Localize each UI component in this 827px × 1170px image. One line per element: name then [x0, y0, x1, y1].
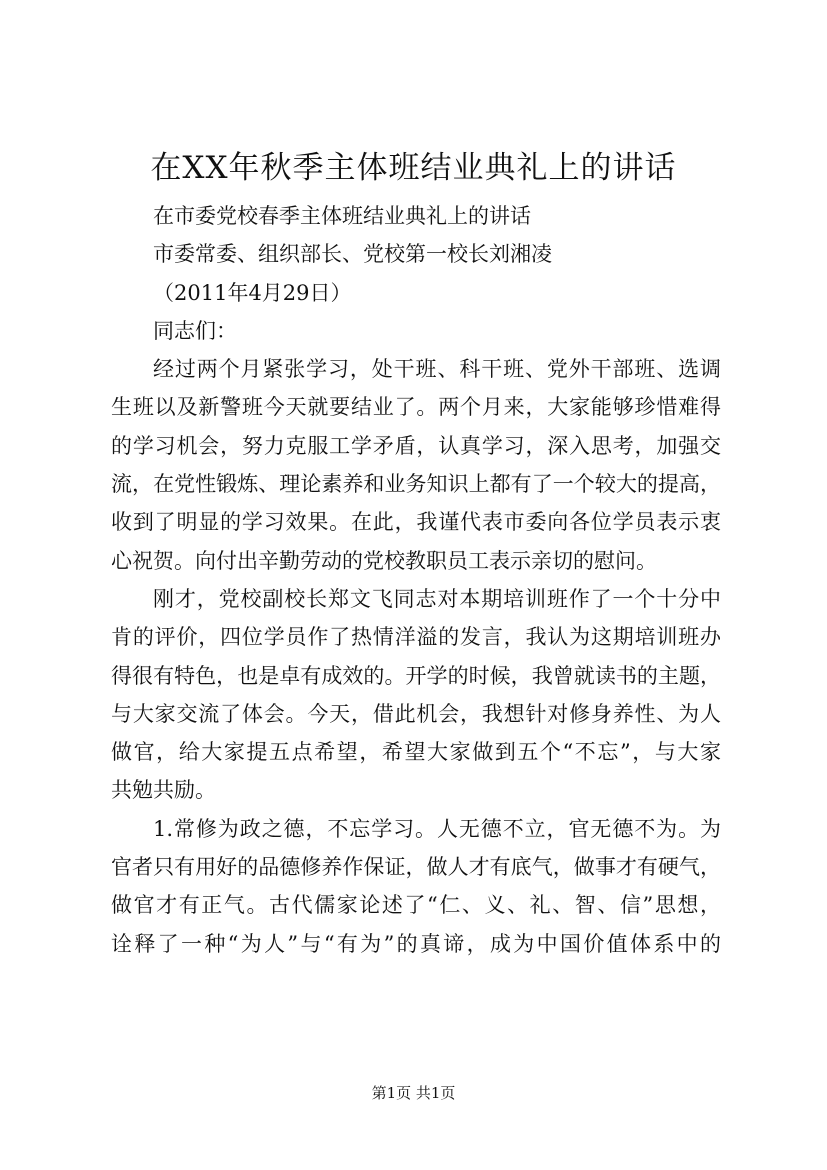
text-line: 的学习机会，努力克服工学矛盾，认真学习，深入思考，加强交	[111, 433, 721, 458]
page-footer: 第1页 共1页	[371, 1084, 456, 1102]
text-line: 心祝贺。向付出辛勤劳动的党校教职员工表示亲切的慰问。	[111, 548, 657, 573]
text-line: 做官才有正气。古代儒家论述了“仁、义、礼、智、信”思想，	[111, 893, 721, 918]
text-line: 生班以及新警班今天就要结业了。两个月来，大家能够珍惜难得	[111, 395, 721, 420]
text-line: 市委常委、组织部长、党校第一校长刘湘凌	[153, 242, 552, 267]
text-line: 同志们：	[153, 318, 237, 343]
text-line: 诠释了一种“为人”与“有为”的真谛，成为中国价值体系中的	[111, 931, 721, 956]
text-line: 在市委党校春季主体班结业典礼上的讲话	[153, 204, 531, 228]
text-line: 得很有特色，也是卓有成效的。开学的时候，我曾就读书的主题，	[111, 663, 721, 688]
text-line: 做官，给大家提五点希望，希望大家做到五个“不忘”，与大家	[111, 740, 721, 765]
text-line: 官者只有用好的品德修养作保证，做人才有底气，做事才有硬气，	[111, 855, 721, 880]
text-line: 肯的评价，四位学员作了热情洋溢的发言，我认为这期培训班办	[111, 625, 721, 650]
text-line: 共勉共励。	[111, 778, 216, 803]
text-line: （2011年4月29日）	[153, 280, 352, 305]
document-body	[111, 197, 721, 963]
document-title: 在XX年秋季主体班结业典礼上的讲话	[150, 150, 677, 186]
text-line: 经过两个月紧张学习，处干班、科干班、党外干部班、选调	[153, 357, 721, 382]
text-line: 收到了明显的学习效果。在此，我谨代表市委向各位学员表示衷	[111, 510, 721, 535]
text-line: 流，在党性锻炼、理论素养和业务知识上都有了一个较大的提高，	[111, 472, 721, 497]
text-line: 与大家交流了体会。今天，借此机会，我想针对修身养性、为人	[111, 701, 721, 726]
text-line: 1.常修为政之德，不忘学习。人无德不立，官无德不为。为	[153, 816, 721, 841]
text-line: 刚才，党校副校长郑文飞同志对本期培训班作了一个十分中	[153, 586, 721, 611]
